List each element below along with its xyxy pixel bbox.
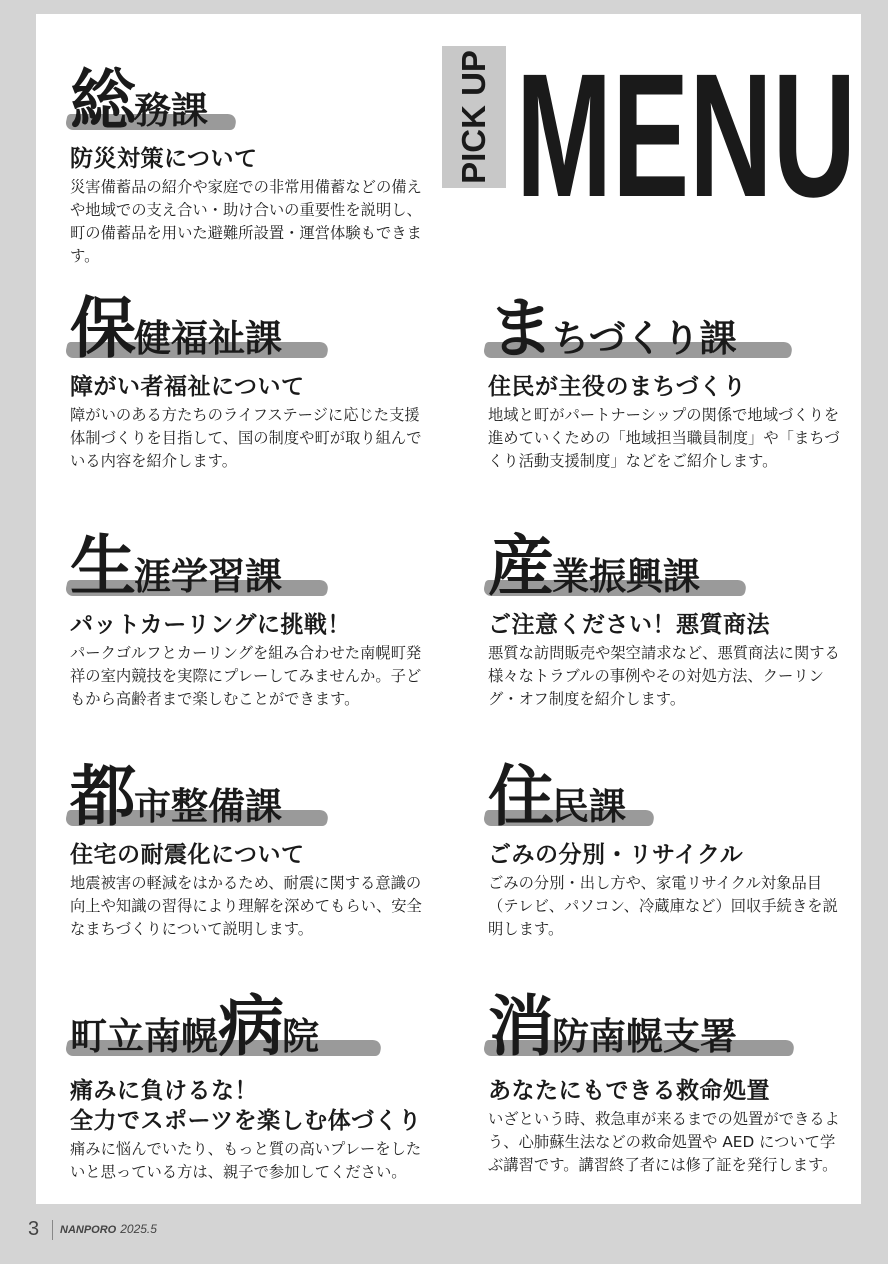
section-heading xyxy=(70,752,430,835)
section-body: いざという時、救急車が来るまでの処置ができるよう、心肺蘇生法などの救命処置や AED について学ぶ講習です。講習終了者には修了証を発行します。 xyxy=(488,1110,840,1174)
magazine-name: NANPORO xyxy=(60,1224,117,1236)
section-body: ごみの分別・出し方や、家電リサイクル対象品目（テレビ、パソコン、冷蔵庫など）回収手続きを説明します。 xyxy=(488,874,838,938)
section-sangyo xyxy=(488,522,848,711)
section-body: 痛みに悩んでいたり、もっと質の高いプレーをしたいと思っている方は、親子で参加してください。 xyxy=(70,1140,422,1181)
heading-rest: ちづくり課 xyxy=(552,317,737,360)
section-body: パークゴルフとカーリングを組み合わせた南幌町発祥の室内競技を実際にプレーしてみませんか。子どもから高齢者まで楽しむことができます。 xyxy=(70,644,422,708)
heading-rest: 市整備課 xyxy=(134,785,282,828)
section-heading xyxy=(488,522,848,605)
section-subtitle: 障がい者福祉について xyxy=(70,374,305,400)
section-byoin xyxy=(70,982,430,1184)
heading-rest: 院 xyxy=(282,1015,319,1058)
section-body: 悪質な訪問販売や架空請求など、悪質商法に関する様々なトラブルの事例やその対処方法、クーリング・オフ制度を紹介します。 xyxy=(488,644,840,708)
section-subtitle: 痛みに負けるな！ xyxy=(70,1078,258,1104)
heading-initial: 総 xyxy=(70,62,134,139)
menu-title xyxy=(514,34,859,204)
section-heading xyxy=(488,982,848,1065)
heading-initial: 都 xyxy=(70,758,134,835)
section-heading xyxy=(70,284,430,367)
section-body: 障がいのある方たちのライフステージに応じた支援体制づくりを目指して、国の制度や町が取り組んでいる内容を紹介します。 xyxy=(70,406,422,470)
section-somu xyxy=(70,56,430,268)
section-shobo xyxy=(488,982,848,1177)
heading-initial: 生 xyxy=(70,528,134,605)
section-subtitle: ご注意ください！悪質商法 xyxy=(488,612,770,638)
section-heading xyxy=(488,752,848,835)
heading-rest: 務課 xyxy=(134,89,208,132)
section-heading xyxy=(70,982,430,1065)
section-jumin xyxy=(488,752,848,941)
page xyxy=(36,14,861,1204)
footer-title xyxy=(60,1222,157,1236)
section-body: 地震被害の軽減をはかるため、耐震に関する意識の向上や知識の習得により理解を深めてもらい、安全なまちづくりについて説明します。 xyxy=(70,874,422,938)
section-subtitle: 住民が主役のまちづくり xyxy=(488,374,747,400)
menu-title-text: MENU xyxy=(516,38,856,204)
section-heading xyxy=(70,522,430,605)
heading-initial: 消 xyxy=(488,988,552,1065)
heading-initial: 保 xyxy=(70,290,134,367)
section-subtitle: あなたにもできる救命処置 xyxy=(488,1078,770,1104)
pickup-banner xyxy=(442,46,506,188)
page-number: 3 xyxy=(28,1218,40,1240)
heading-rest: 健福祉課 xyxy=(134,317,282,360)
section-body: 地域と町がパートナーシップの関係で地域づくりを進めていくための「地域担当職員制度」や「まちづくり活動支援制度」などをご紹介します。 xyxy=(488,406,840,470)
heading-rest: 防南幌支署 xyxy=(552,1015,737,1058)
section-subtitle: 住宅の耐震化について xyxy=(70,842,305,868)
section-machi xyxy=(488,284,848,473)
section-body: 災害備蓄品の紹介や家庭での非常用備蓄などの備えや地域での支え合い・助け合いの重要性を説明し、町の備蓄品を用いた避難所設置・運営体験もできます。 xyxy=(70,178,422,265)
section-shogai xyxy=(70,522,430,711)
heading-initial: 産 xyxy=(488,528,552,605)
section-heading xyxy=(488,284,848,367)
section-subtitle: 防災対策について xyxy=(70,146,258,172)
section-heading xyxy=(70,56,430,139)
section-subtitle-2: 全力でスポーツを楽しむ体づくり xyxy=(70,1108,422,1134)
section-hoken xyxy=(70,284,430,473)
section-subtitle: ごみの分別・リサイクル xyxy=(488,842,744,868)
section-subtitle: パットカーリングに挑戦！ xyxy=(70,612,351,638)
heading-initial: 住 xyxy=(488,758,552,835)
footer-divider xyxy=(52,1220,53,1240)
heading-initial: ま xyxy=(488,290,552,367)
issue-date: 2025.5 xyxy=(120,1222,157,1236)
heading-rest: 民課 xyxy=(552,785,626,828)
heading-prefix: 町立南幌 xyxy=(70,1015,218,1058)
section-toshi xyxy=(70,752,430,941)
heading-rest: 涯学習課 xyxy=(134,555,282,598)
heading-rest: 業振興課 xyxy=(552,555,700,598)
pickup-label: PICK UP xyxy=(455,50,492,184)
heading-initial: 病 xyxy=(218,988,282,1065)
